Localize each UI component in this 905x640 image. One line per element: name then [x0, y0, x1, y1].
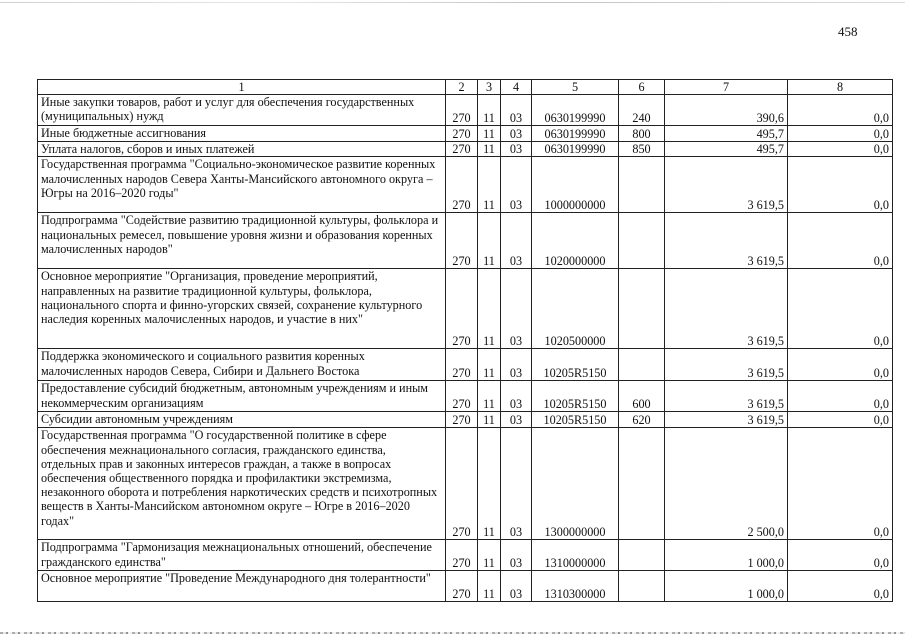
row-name: Основное мероприятие "Организация, проведение мероприятий, направленных на развитие традиционной культуры, фольклора, национального спорта и финно-угорских связей, сохранение культурного наследия коренных малочисленных народов, и участие в них" — [38, 269, 446, 349]
target-article-code: 1020500000 — [532, 269, 619, 349]
subsection-code: 03 — [501, 157, 532, 213]
amount-2019: 3 619,5 — [665, 381, 788, 412]
subsection-code: 03 — [501, 381, 532, 412]
subsection-code: 03 — [501, 142, 532, 157]
row-name: Основное мероприятие "Проведение Международного дня толерантности" — [38, 571, 446, 602]
subsection-code: 03 — [501, 428, 532, 540]
budget-table — [37, 79, 893, 602]
target-article-code: 0630199990 — [532, 142, 619, 157]
section-code: 11 — [478, 95, 501, 126]
target-article-code: 10205R5150 — [532, 381, 619, 412]
row-name: Уплата налогов, сборов и иных платежей — [38, 142, 446, 157]
expense-type-code: 800 — [619, 126, 665, 142]
column-header: 6 — [619, 80, 665, 95]
table-row — [38, 381, 893, 412]
row-name: Подпрограмма "Гармонизация межнациональных отношений, обеспечение гражданского единства" — [38, 540, 446, 571]
table-row — [38, 540, 893, 571]
expense-type-code — [619, 428, 665, 540]
row-name: Поддержка экономического и социального развития коренных малочисленных народов Севера, Сибири и Дальнего Востока — [38, 349, 446, 381]
table-row — [38, 213, 893, 269]
amount-2020: 0,0 — [788, 571, 893, 602]
expense-type-code: 620 — [619, 412, 665, 428]
section-code: 11 — [478, 213, 501, 269]
subsection-code: 03 — [501, 412, 532, 428]
target-article-code: 1310000000 — [532, 540, 619, 571]
ved-code: 270 — [446, 269, 478, 349]
amount-2020: 0,0 — [788, 126, 893, 142]
expense-type-code: 240 — [619, 95, 665, 126]
page-number: 458 — [838, 24, 858, 39]
subsection-code: 03 — [501, 540, 532, 571]
amount-2019: 3 619,5 — [665, 157, 788, 213]
expense-type-code — [619, 349, 665, 381]
target-article-code: 0630199990 — [532, 95, 619, 126]
row-name: Иные закупки товаров, работ и услуг для обеспечения государственных (муниципальных) нужд — [38, 95, 446, 126]
amount-2020: 0,0 — [788, 95, 893, 126]
table-row — [38, 95, 893, 126]
ved-code: 270 — [446, 349, 478, 381]
expense-type-code — [619, 213, 665, 269]
amount-2020: 0,0 — [788, 213, 893, 269]
amount-2020: 0,0 — [788, 412, 893, 428]
section-code: 11 — [478, 349, 501, 381]
subsection-code: 03 — [501, 95, 532, 126]
expense-type-code — [619, 157, 665, 213]
ved-code: 270 — [446, 126, 478, 142]
target-article-code: 1310300000 — [532, 571, 619, 602]
ved-code: 270 — [446, 157, 478, 213]
column-header: 7 — [665, 80, 788, 95]
subsection-code: 03 — [501, 126, 532, 142]
scan-edge-bottom — [0, 632, 905, 634]
target-article-code: 10205R5150 — [532, 412, 619, 428]
amount-2019: 2 500,0 — [665, 428, 788, 540]
table-row — [38, 269, 893, 349]
section-code: 11 — [478, 381, 501, 412]
expense-type-code: 850 — [619, 142, 665, 157]
section-code: 11 — [478, 269, 501, 349]
target-article-code: 0630199990 — [532, 126, 619, 142]
row-name: Иные бюджетные ассигнования — [38, 126, 446, 142]
table-row — [38, 157, 893, 213]
table-row — [38, 571, 893, 602]
table-row — [38, 126, 893, 142]
row-name: Подпрограмма "Содействие развитию традиционной культуры, фольклора и национальных ремесел, повышение уровня жизни и образования коренных малочисленных народов" — [38, 213, 446, 269]
target-article-code: 1020000000 — [532, 213, 619, 269]
ved-code: 270 — [446, 428, 478, 540]
column-header: 2 — [446, 80, 478, 95]
amount-2020: 0,0 — [788, 269, 893, 349]
ved-code: 270 — [446, 213, 478, 269]
amount-2020: 0,0 — [788, 142, 893, 157]
amount-2020: 0,0 — [788, 540, 893, 571]
amount-2020: 0,0 — [788, 381, 893, 412]
amount-2020: 0,0 — [788, 428, 893, 540]
ved-code: 270 — [446, 412, 478, 428]
section-code: 11 — [478, 157, 501, 213]
section-code: 11 — [478, 428, 501, 540]
expense-type-code — [619, 540, 665, 571]
row-name: Предоставление субсидий бюджетным, автономным учреждениям и иным некоммерческим организациям — [38, 381, 446, 412]
scan-edge-top — [0, 2, 905, 3]
ved-code: 270 — [446, 571, 478, 602]
amount-2019: 495,7 — [665, 142, 788, 157]
row-name: Государственная программа "О государственной политике в сфере обеспечения межнационального согласия, гражданского единства, отдельных прав и законных интересов граждан, а также в вопросах обеспечения общественного порядка и профилактики экстремизма, незаконного оборота и потребления наркотических средств и психотропных веществ в Ханты-Мансийском автономном округе – Югре в 2016–2020 годах" — [38, 428, 446, 540]
ved-code: 270 — [446, 381, 478, 412]
amount-2019: 1 000,0 — [665, 571, 788, 602]
expense-type-code: 600 — [619, 381, 665, 412]
section-code: 11 — [478, 571, 501, 602]
row-name: Государственная программа "Социально-экономическое развитие коренных малочисленных народов Севера Ханты-Мансийского автономного округа – Югры на 2016–2020 годы" — [38, 157, 446, 213]
target-article-code: 1300000000 — [532, 428, 619, 540]
table-row — [38, 349, 893, 381]
subsection-code: 03 — [501, 269, 532, 349]
amount-2019: 495,7 — [665, 126, 788, 142]
expense-type-code — [619, 269, 665, 349]
section-code: 11 — [478, 412, 501, 428]
column-header: 3 — [478, 80, 501, 95]
amount-2019: 3 619,5 — [665, 349, 788, 381]
table-row — [38, 142, 893, 157]
column-header: 8 — [788, 80, 893, 95]
section-code: 11 — [478, 540, 501, 571]
column-header: 4 — [501, 80, 532, 95]
expense-type-code — [619, 571, 665, 602]
column-header: 1 — [38, 80, 446, 95]
row-name: Субсидии автономным учреждениям — [38, 412, 446, 428]
ved-code: 270 — [446, 95, 478, 126]
amount-2019: 3 619,5 — [665, 412, 788, 428]
section-code: 11 — [478, 126, 501, 142]
table-row — [38, 412, 893, 428]
amount-2019: 3 619,5 — [665, 213, 788, 269]
amount-2019: 1 000,0 — [665, 540, 788, 571]
subsection-code: 03 — [501, 349, 532, 381]
amount-2019: 3 619,5 — [665, 269, 788, 349]
target-article-code: 1000000000 — [532, 157, 619, 213]
ved-code: 270 — [446, 540, 478, 571]
section-code: 11 — [478, 142, 501, 157]
subsection-code: 03 — [501, 571, 532, 602]
ved-code: 270 — [446, 142, 478, 157]
column-header: 5 — [532, 80, 619, 95]
subsection-code: 03 — [501, 213, 532, 269]
amount-2020: 0,0 — [788, 349, 893, 381]
amount-2020: 0,0 — [788, 157, 893, 213]
amount-2019: 390,6 — [665, 95, 788, 126]
table-row — [38, 428, 893, 540]
table-header-row — [38, 80, 893, 95]
target-article-code: 10205R5150 — [532, 349, 619, 381]
